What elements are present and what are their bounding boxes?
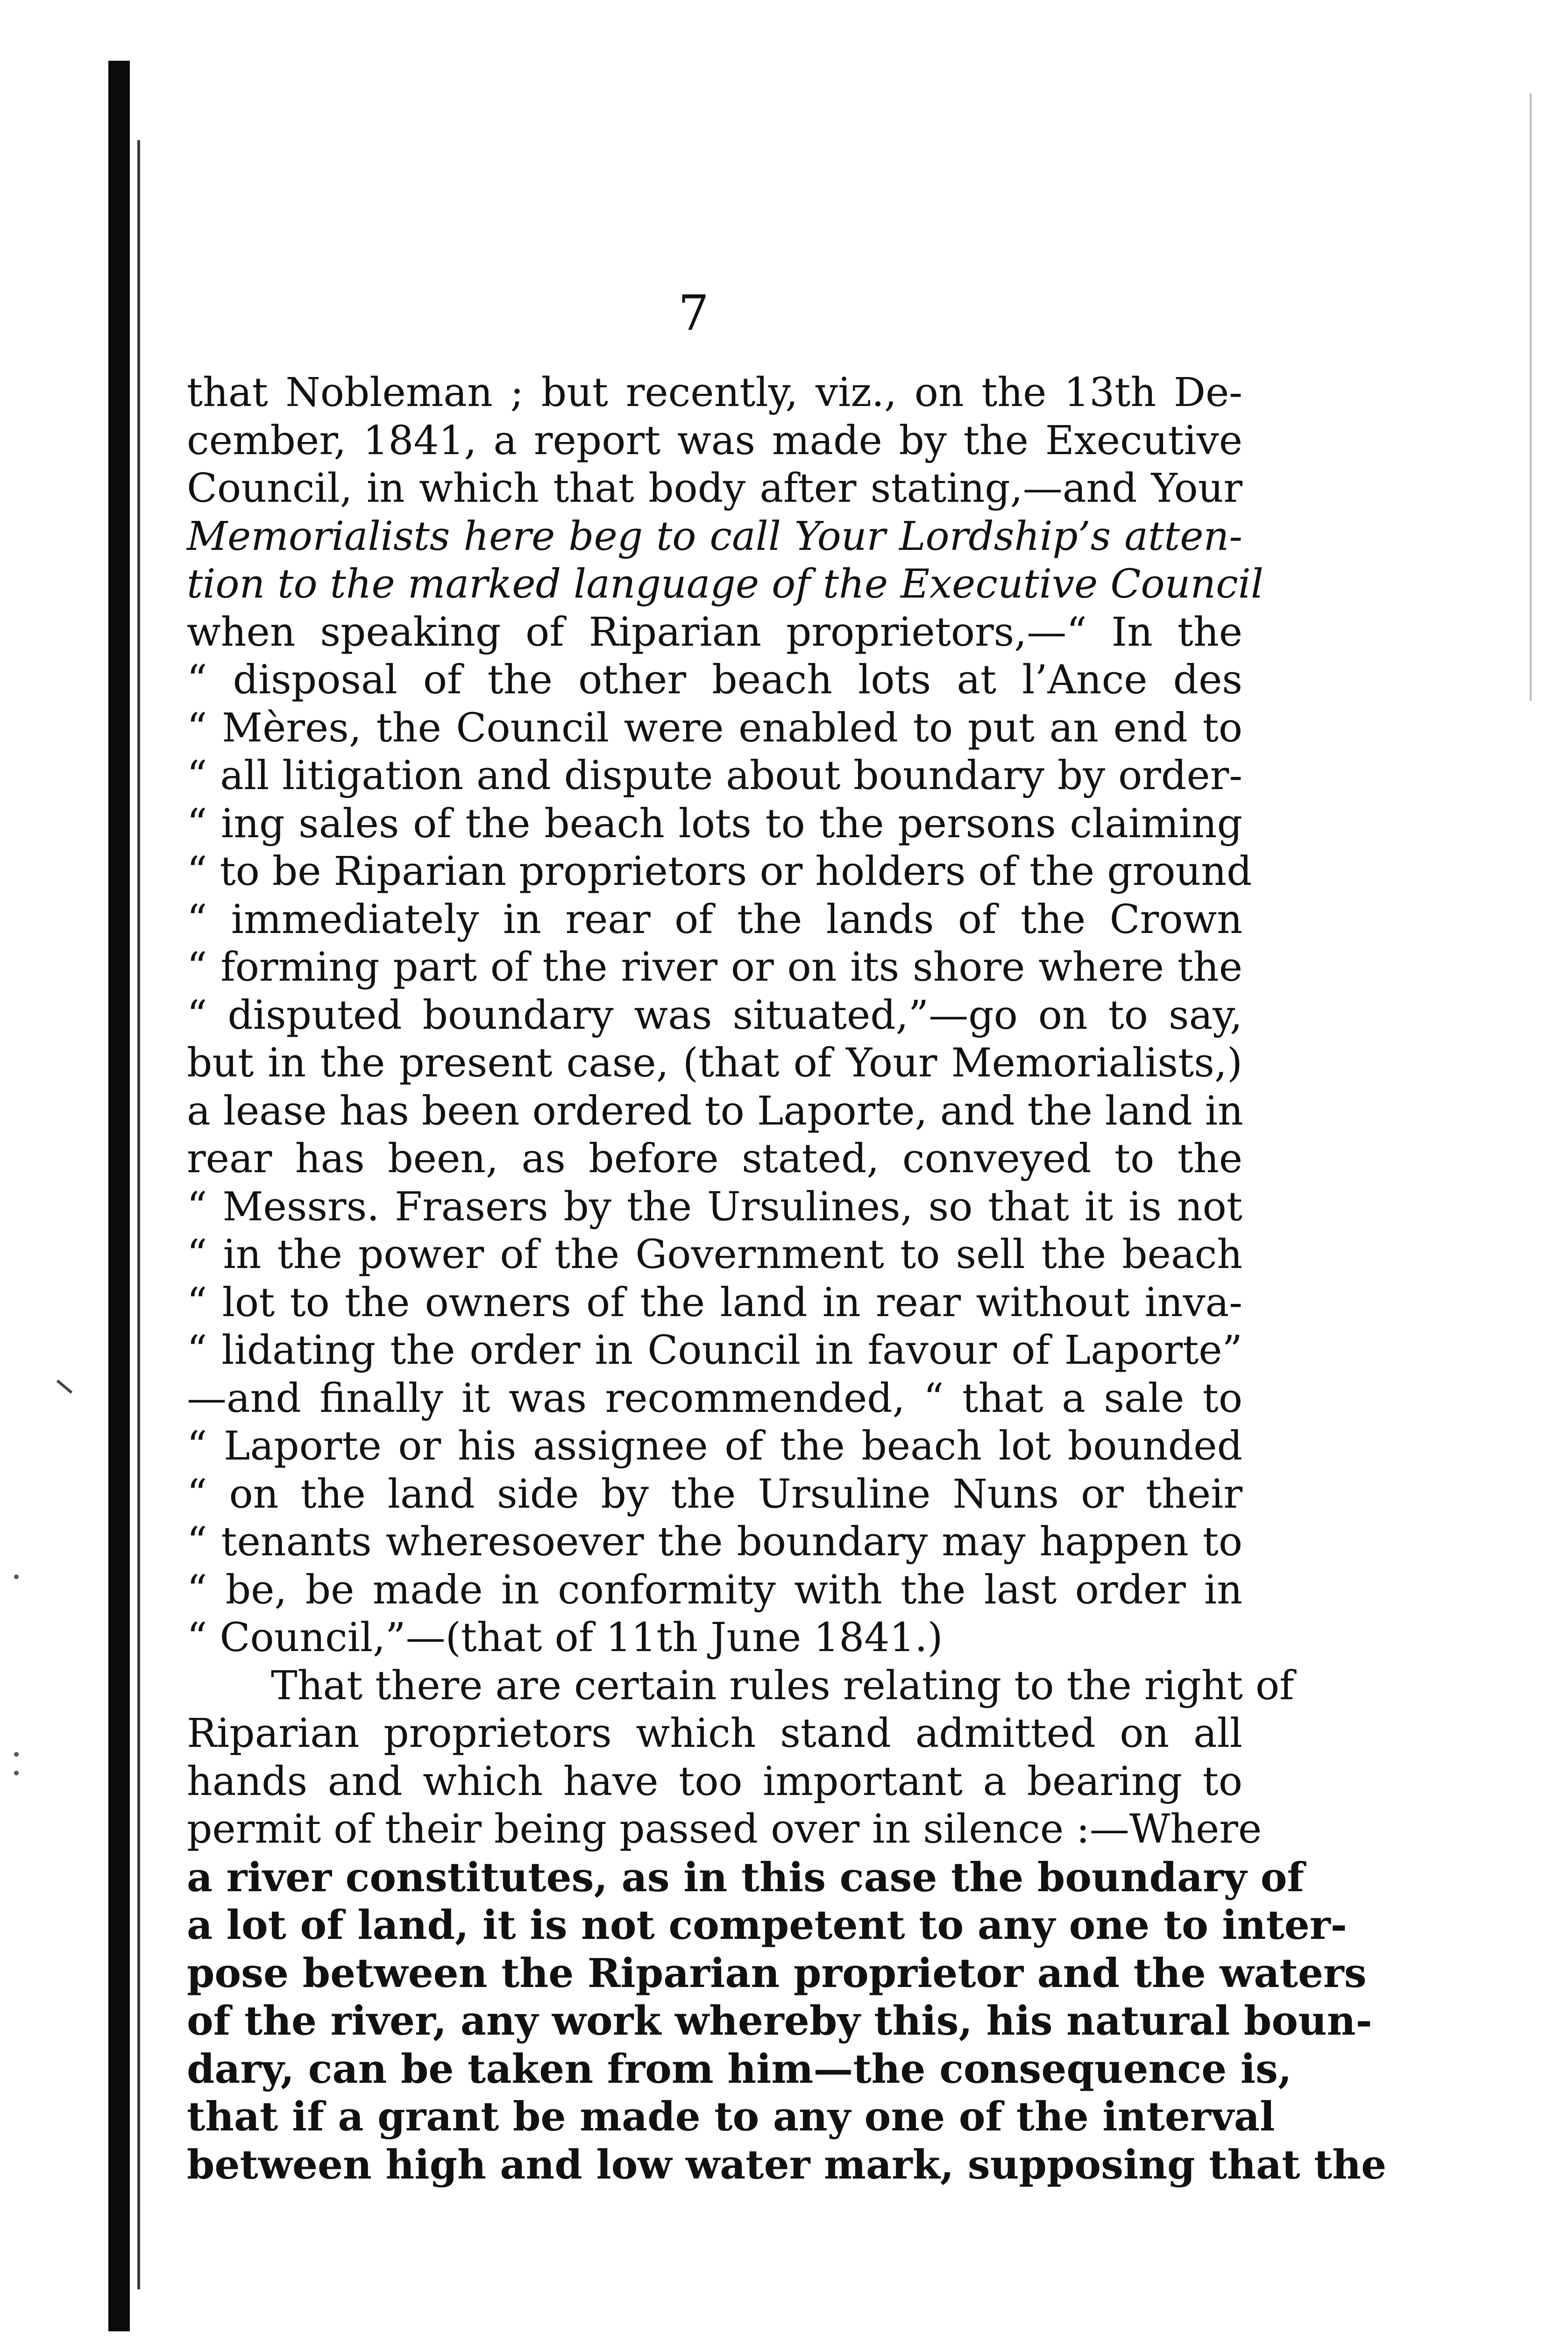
text-line: —and finally it was recommended, “ that a sale to	[187, 1375, 1242, 1422]
text-line: permit of their being passed over in silence :—Where	[187, 1806, 1262, 1852]
margin-tick	[57, 1380, 72, 1394]
margin-speck	[14, 1574, 19, 1579]
text-line: “ ing sales of the beach lots to the persons claiming	[187, 800, 1242, 847]
page-number: 7	[678, 285, 710, 342]
text-line: “ all litigation and dispute about boundary by order-	[187, 753, 1242, 799]
text-line: “ be, be made in conformity with the last order in	[187, 1567, 1242, 1613]
text-line: “ in the power of the Government to sell the beach	[187, 1232, 1242, 1278]
text-line: “ Mères, the Council were enabled to put an end to	[187, 705, 1242, 751]
text-line: “ Council,”—(that of 11th June 1841.)	[187, 1615, 943, 1661]
text-line: that if a grant be made to any one of the interval	[187, 2094, 1275, 2140]
text-line: when speaking of Riparian proprietors,—“ In the	[187, 609, 1242, 655]
text-line: rear has been, as before stated, conveyed to the	[187, 1136, 1242, 1182]
text-line: of the river, any work whereby this, his natural boun-	[187, 1998, 1372, 2044]
margin-speck	[14, 1752, 19, 1757]
text-line: Council, in which that body after stating,—and Your	[187, 465, 1242, 512]
text-line: “ Laporte or his assignee of the beach lot bounded	[187, 1423, 1242, 1469]
text-line: but in the present case, (that of Your Memorialists,)	[187, 1040, 1242, 1086]
text-line: that Nobleman ; but recently, viz., on the 13th De-	[187, 370, 1242, 416]
margin-speck	[14, 1771, 19, 1775]
text-line: a river constitutes, as in this case the boundary of	[187, 1854, 1305, 1901]
text-line: “ disposal of the other beach lots at l’Ance des	[187, 657, 1242, 703]
text-line: “ disputed boundary was situated,”—go on to say,	[187, 992, 1242, 1039]
text-line: “ tenants wheresoever the boundary may happen to	[187, 1519, 1242, 1565]
text-line: a lot of land, it is not competent to any one to inter-	[187, 1902, 1347, 1949]
text-line: tion to the marked language of the Executive Council	[187, 561, 1264, 607]
text-line: “ lot to the owners of the land in rear without inva-	[187, 1279, 1242, 1326]
text-line: a lease has been ordered to Laporte, and the land in	[187, 1088, 1243, 1134]
text-line: cember, 1841, a report was made by the Executive	[187, 417, 1242, 464]
text-line: between high and low water mark, supposing that the	[187, 2141, 1387, 2188]
text-line: “ Messrs. Frasers by the Ursulines, so that it is not	[187, 1183, 1242, 1230]
body-text	[187, 369, 1387, 2189]
text-line: “ forming part of the river or on its shore where the	[187, 944, 1242, 990]
text-line: That there are certain rules relating to the right of	[271, 1662, 1294, 1709]
binding-edge	[137, 140, 140, 2289]
text-line: “ to be Riparian proprietors or holders of the ground	[187, 848, 1252, 895]
text-line: pose between the Riparian proprietor and the waters	[187, 1950, 1367, 1997]
text-line: Memorialists here beg to call Your Lordship’s atten-	[187, 513, 1242, 560]
text-line: “ lidating the order in Council in favour of Laporte”	[187, 1327, 1242, 1374]
text-line: Riparian proprietors which stand admitted on all	[187, 1710, 1242, 1757]
text-line: dary, can be taken from him—the consequence is,	[187, 2045, 1292, 2093]
text-line: hands and which have too important a bearing to	[187, 1758, 1242, 1805]
binding-shadow	[108, 61, 130, 2331]
text-line: “ immediately in rear of the lands of the Crown	[187, 896, 1242, 943]
text-line: “ on the land side by the Ursuline Nuns or their	[187, 1471, 1242, 1517]
margin-tick	[1530, 93, 1532, 701]
